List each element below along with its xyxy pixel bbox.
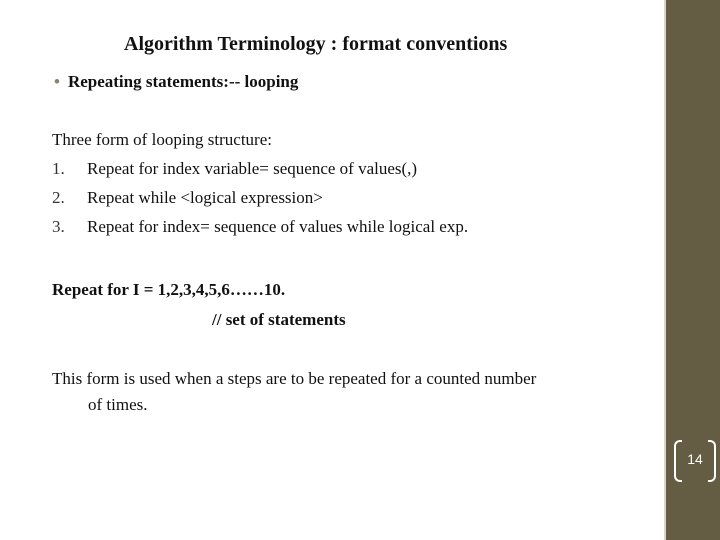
note-line-1: This form is used when a steps are to be repeated for a counted number	[52, 369, 537, 388]
intro-text: Three form of looping structure:	[52, 130, 272, 149]
list-item-text: Repeat while <logical expression>	[87, 188, 323, 207]
page-number: 14	[687, 451, 703, 467]
list-item-number: 3.	[52, 217, 65, 236]
bullet-item	[54, 72, 298, 92]
list-item-number: 1.	[52, 159, 65, 178]
list-item-number: 2.	[52, 188, 65, 207]
repeat-example: Repeat for I = 1,2,3,4,5,6……10.	[52, 280, 286, 299]
explanation-note	[52, 366, 652, 418]
list-item-text: Repeat for index variable= sequence of values(,)	[87, 159, 418, 178]
list-item-text: Repeat for index= sequence of values while logical exp.	[87, 217, 469, 236]
list-item	[52, 188, 468, 217]
page-number-badge	[674, 440, 716, 480]
slide-title: Algorithm Terminology : format conventions	[124, 33, 508, 55]
bullet-text: Repeating statements:-- looping	[67, 72, 299, 91]
list-item	[52, 217, 468, 246]
repeat-comment: // set of statements	[212, 310, 346, 329]
list-item	[52, 159, 468, 188]
note-line-2: of times.	[88, 395, 148, 414]
loop-forms-list	[52, 159, 468, 246]
bullet-dot-icon: •	[54, 72, 60, 91]
